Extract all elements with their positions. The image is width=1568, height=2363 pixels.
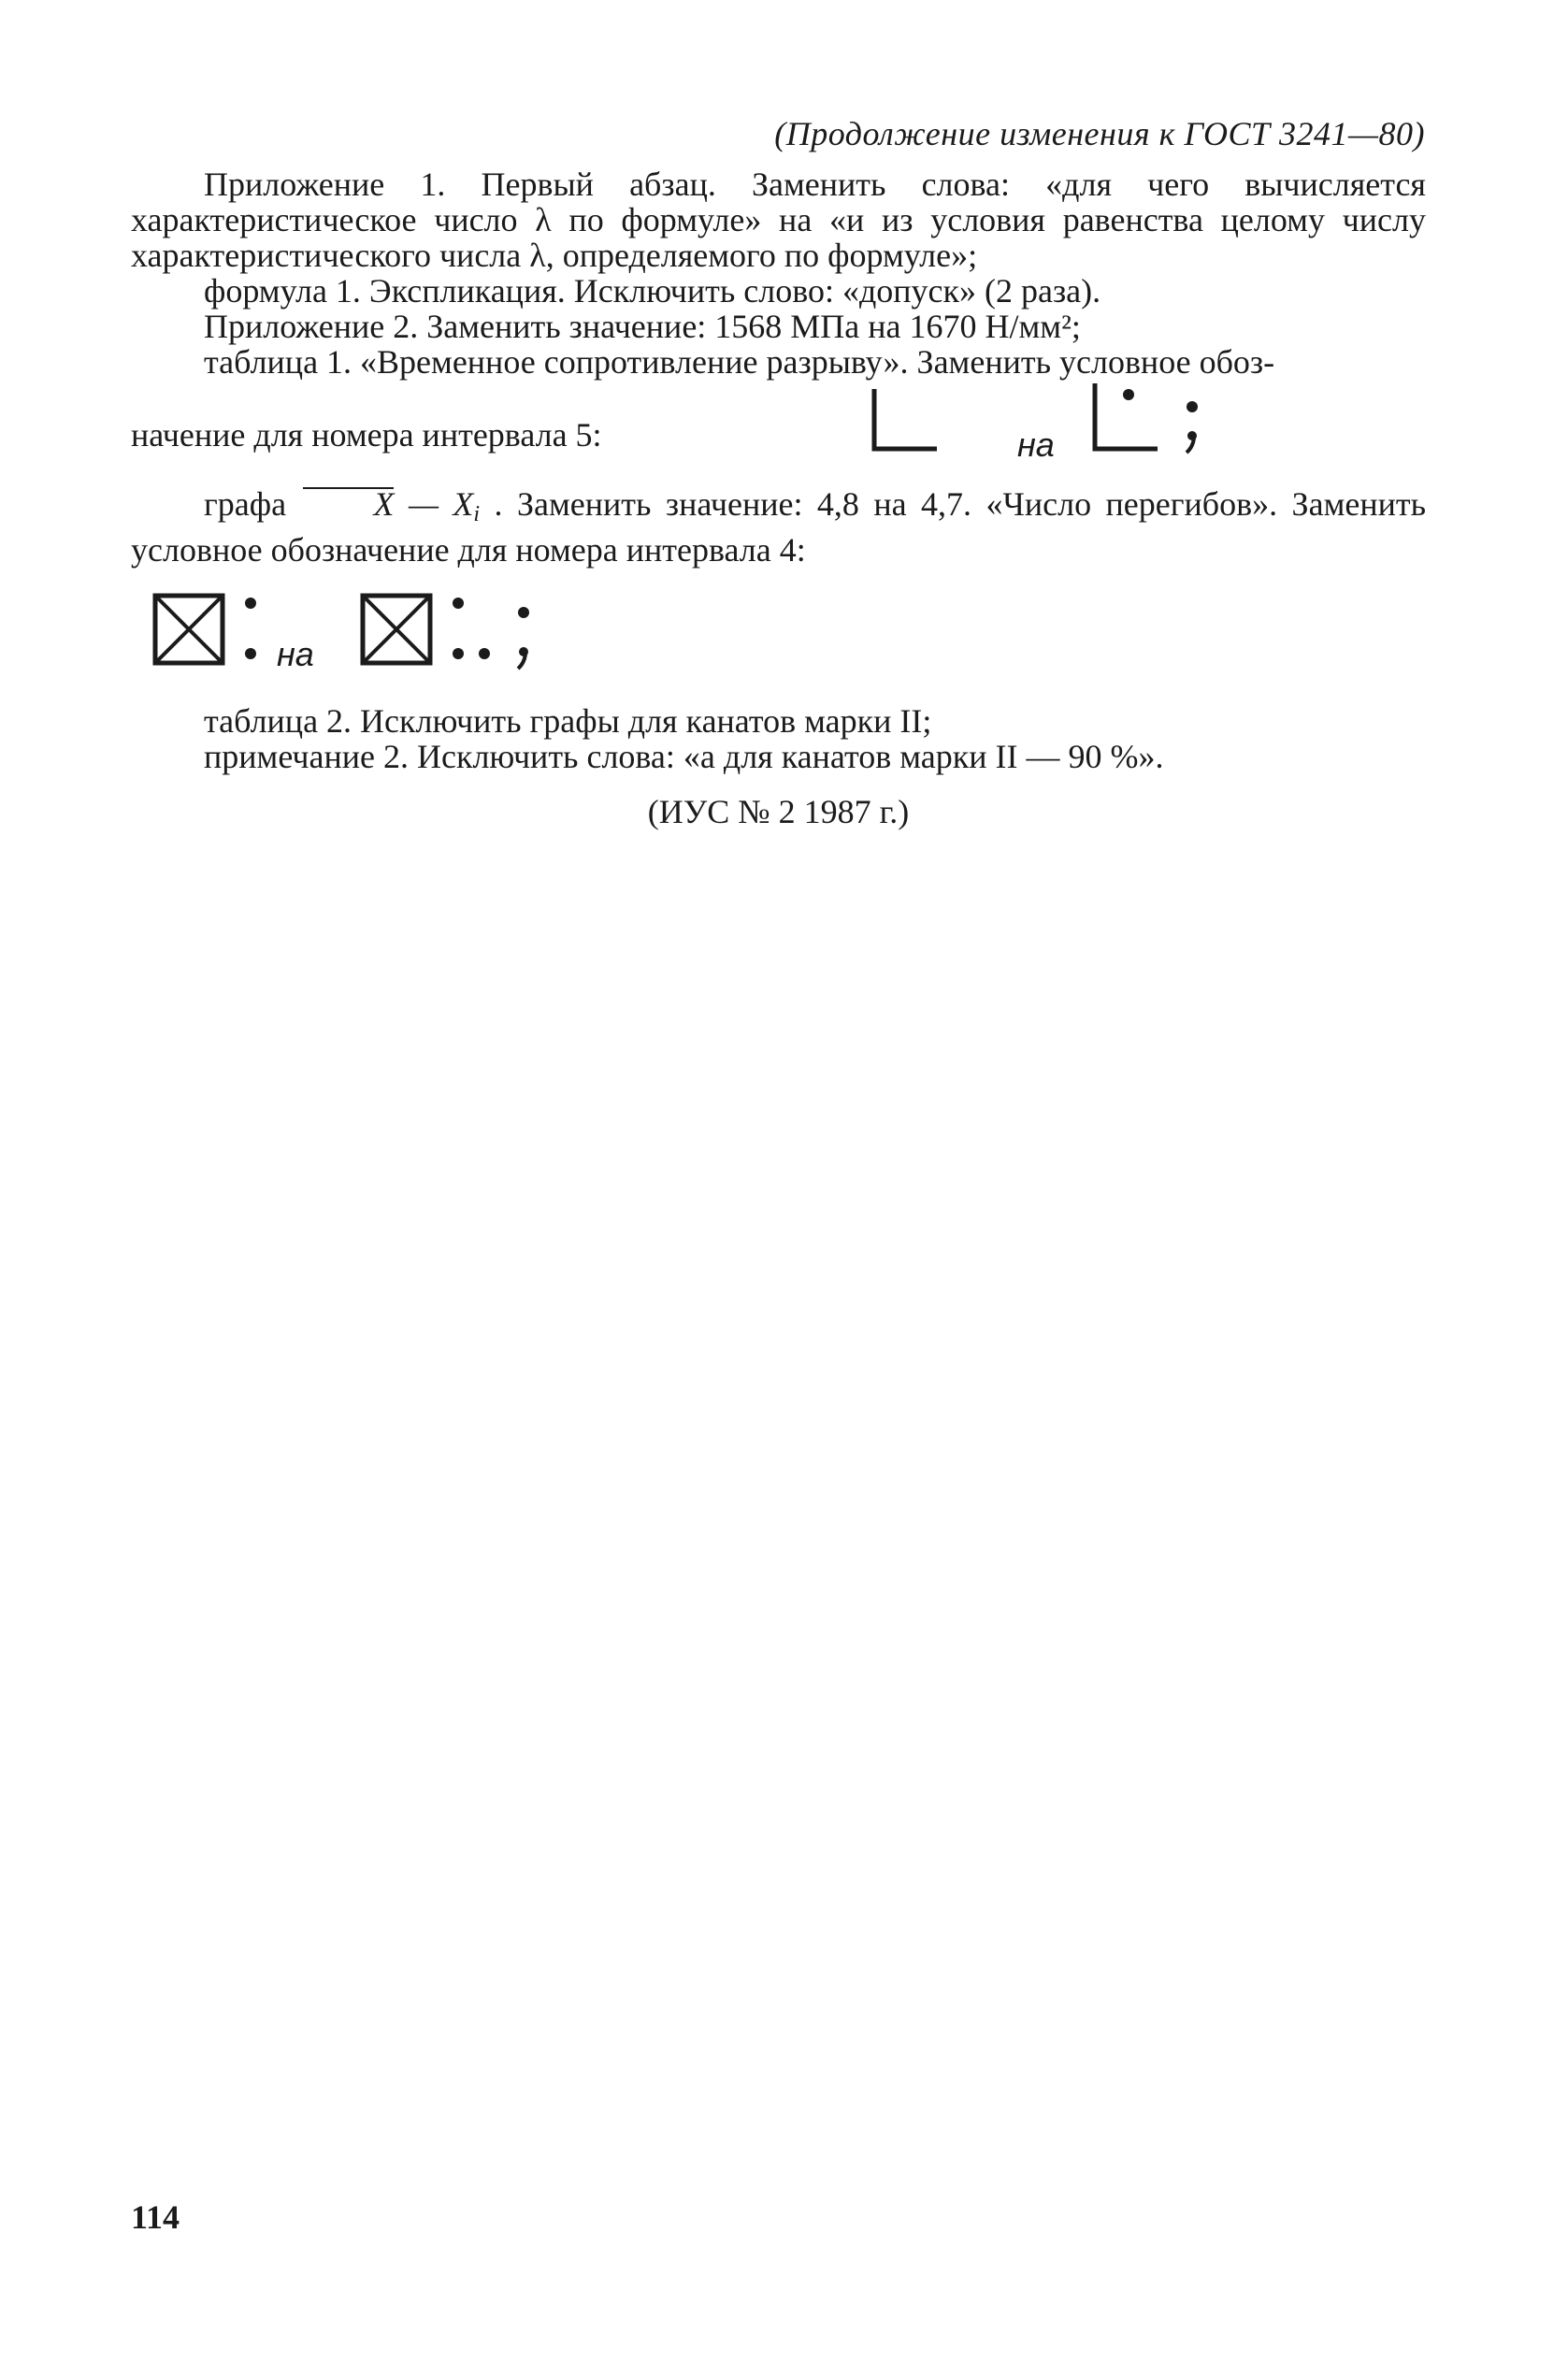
- page-number: 114: [131, 2198, 180, 2236]
- dot: [1187, 401, 1198, 412]
- na-label: на: [277, 635, 314, 673]
- paragraph-note-2: примечание 2. Исключить слова: «а для канатов марки II — 90 %».: [204, 738, 1164, 775]
- main-text: [131, 166, 1426, 830]
- dot: [245, 598, 256, 609]
- page-header: (Продолжение изменения к ГОСТ 3241—80): [774, 115, 1425, 152]
- graph-word: графа: [204, 485, 287, 523]
- na-label: на: [1017, 425, 1055, 464]
- dot: [479, 648, 490, 659]
- ius-reference: (ИУС № 2 1987 г.): [647, 793, 910, 830]
- interval-4-symbols: [150, 586, 598, 689]
- paragraph-appendix-1: Приложение 1. Первый абзац. Заменить слова: «для чего вычисляется характеристическое число λ по формуле» на «и из условия равенства целому числу характеристического числа λ, определяемого по формуле»;: [131, 166, 1426, 274]
- interval-5-row: [131, 382, 1426, 483]
- paragraph-table-2: таблица 2. Исключить графы для канатов марки II;: [204, 702, 932, 740]
- paragraph-table-1: таблица 1. «Временное сопротивление разрыву». Заменить условное обоз-: [204, 343, 1275, 381]
- x-minus: — X: [394, 485, 474, 523]
- paragraph-appendix-2: Приложение 2. Заменить значение: 1568 МПа на 1670 Н/мм²;: [204, 308, 1081, 345]
- paragraph-formula-1: формула 1. Экспликация. Исключить слово: «допуск» (2 раза).: [204, 272, 1101, 310]
- paragraph-column-x: [131, 486, 1426, 568]
- box-cross-old: [155, 596, 223, 663]
- graph-rest: . Заменить значение: 4,8 на 4,7. «Число перегибов». Заменить условное обозначение для номера интервала 4:: [131, 485, 1427, 569]
- dot: [1123, 389, 1134, 400]
- interval-5-symbols: [851, 382, 1225, 481]
- x-bar: X: [301, 486, 395, 522]
- dot: [453, 648, 464, 659]
- x-subscript: i: [473, 502, 481, 526]
- interval-5-text: начение для номера интервала 5:: [131, 416, 602, 454]
- corner-symbol-old: [874, 389, 937, 449]
- dot: [453, 598, 464, 609]
- dot: [245, 648, 256, 659]
- dot: [518, 607, 529, 618]
- box-cross-new: [363, 596, 430, 663]
